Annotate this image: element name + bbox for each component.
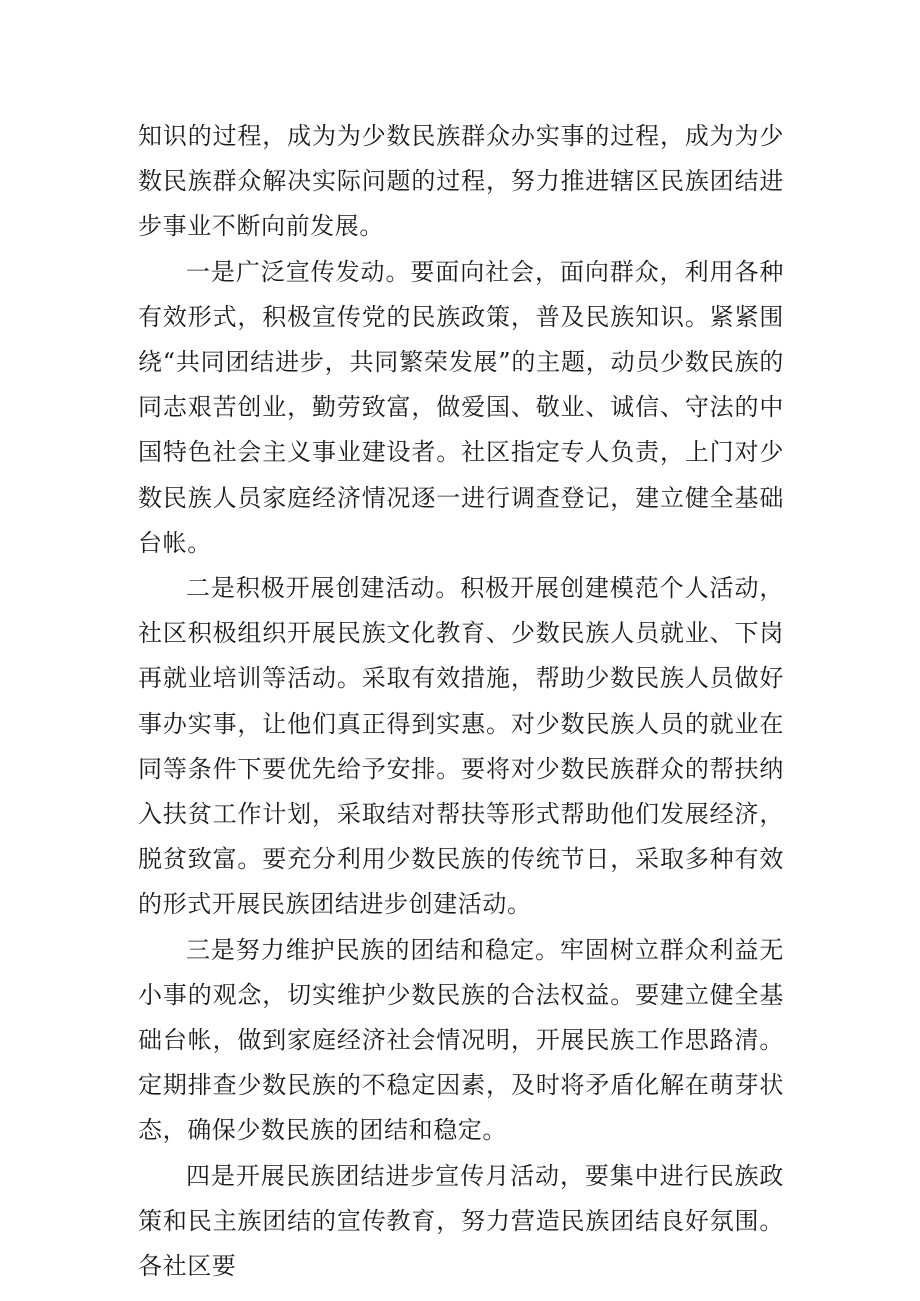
paragraph-stability: 三是努力维护民族的团结和稳定。牢固树立群众利益无小事的观念，切实维护少数民族的合法权益。要建立健全基础台帐，做到家庭经济社会情况明，开展民族工作思路清。定期排查少数民族的不稳定因素，及时将矛盾化解在萌芽状态，确保少数民族的团结和稳定。 (138, 935, 784, 1145)
document-body (138, 114, 784, 1289)
paragraph-continuation: 知识的过程，成为为少数民族群众办实事的过程，成为为少数民族群众解决实际问题的过程，努力推进辖区民族团结进步事业不断向前发展。 (138, 122, 784, 241)
paragraph-activities: 二是积极开展创建活动。积极开展创建模范个人活动，社区积极组织开展民族文化教育、少数民族人员就业、下岗再就业培训等活动。采取有效措施，帮助少数民族人员做好事办实事，让他们真正得到实惠。对少数民族人员的就业在同等条件下要优先给予安排。要将对少数民族群众的帮扶纳入扶贫工作计划，采取结对帮扶等形式帮助他们发展经济，脱贫致富。要充分利用少数民族的传统节日，采取多种有效的形式开展民族团结进步创建活动。 (138, 574, 784, 919)
paragraph-publicity: 一是广泛宣传发动。要面向社会，面向群众，利用各种有效形式，积极宣传党的民族政策，普及民族知识。紧紧围绕“共同团结进步，共同繁荣发展”的主题，动员少数民族的同志艰苦创业，勤劳致富，做爱国、敬业、诚信、守法的中国特色社会主义事业建设者。社区指定专人负责，上门对少数民族人员家庭经济情况逐一进行调查登记，建立健全基础台帐。 (138, 257, 784, 557)
paragraph-promotion-month: 四是开展民族团结进步宣传月活动，要集中进行民族政策和民主族团结的宣传教育，努力营造民族团结良好氛围。各社区要 (138, 1161, 784, 1281)
